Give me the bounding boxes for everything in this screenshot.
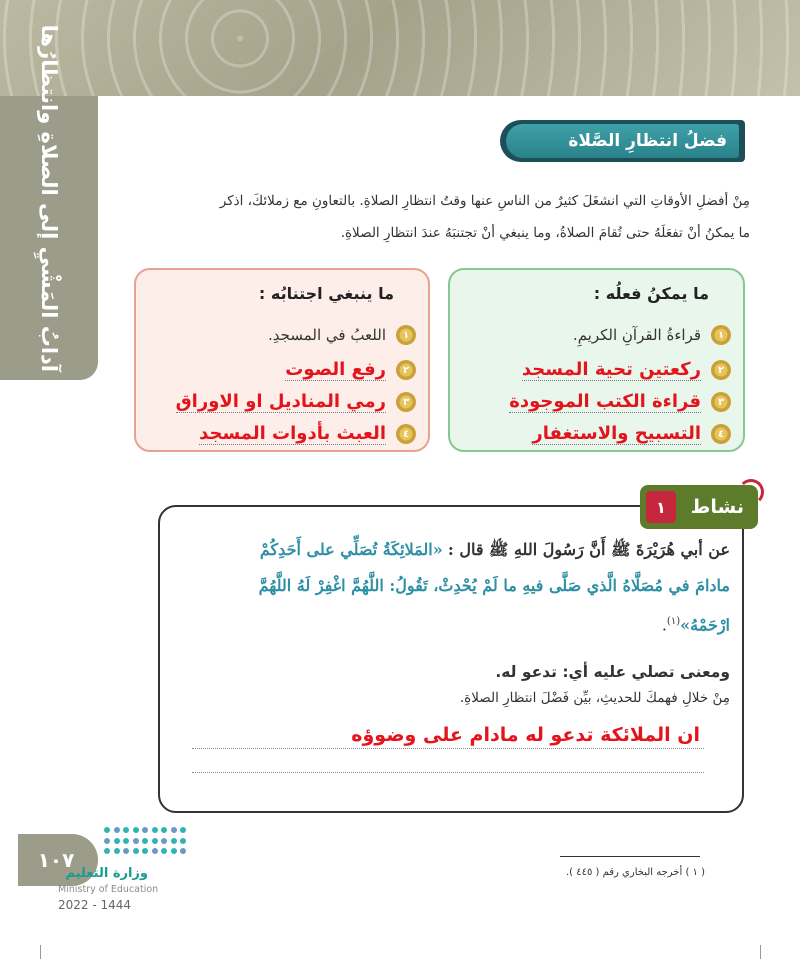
intro-line-1: مِنْ أفضلِ الأوقاتِ التي انشغَلَ كثيرٌ من الناسِ عنها وقتُ انتظارِ الصلاةِ. بالتعاونِ مع زملائكَ، اذكر — [219, 193, 750, 209]
hadith-quote: مادامَ في مُصَلَّاهُ الَّذي صَلَّى فيهِ ما لَمْ يُحْدِثْ، تَقُولُ: اللَّهُمَّ اغْفِرْ لَهُ اللَّهُمَّ — [258, 576, 730, 595]
list-item — [285, 357, 416, 383]
avoid-title: ما ينبغي اجتنابُه : — [258, 284, 394, 303]
intro-paragraph — [100, 185, 750, 249]
footnote: ( ١ ) أخرجه البخاري رقم ( ٤٤٥ ). — [565, 867, 705, 878]
page-number: ١٠٧ — [37, 848, 75, 872]
hadith-line-2 — [185, 568, 730, 604]
activity-label: نشاط — [690, 496, 744, 518]
edition-year: 2022 - 1444 — [58, 898, 132, 912]
hadith-quote: «المَلائِكَةُ تُصَلِّي على أَحَدِكُمْ — [259, 540, 443, 559]
footnote-divider — [560, 856, 700, 857]
hadith-lead: عن أبي هُرَيْرَةَ ﷺ أَنَّ رَسُولَ اللهِ ﷺ قال : — [447, 540, 730, 559]
flower-number-icon: ١ — [711, 325, 731, 345]
handwritten-answer: رفع الصوت — [285, 359, 386, 380]
handwritten-answer: قراءة الكتب الموجودة — [509, 391, 701, 412]
list-item — [199, 421, 416, 447]
section-title: فضلُ انتظارِ الصَّلاة — [568, 131, 727, 151]
flower-number-icon: ٤ — [396, 424, 416, 444]
hadith-quote: ارْحَمْهُ» — [680, 615, 730, 635]
handwritten-answer: ان الملائكة تدعو له مادام على وضوؤه — [351, 724, 700, 746]
ministry-logo-icon — [104, 827, 188, 857]
answer-line — [192, 748, 704, 749]
item-text: اللعبُ في المسجدِ. — [268, 326, 386, 344]
meaning-note: ومعنى تصلي عليه أي: تدعو له. — [495, 663, 730, 681]
list-item — [509, 389, 731, 415]
handwritten-answer: العبث بأدوات المسجد — [199, 423, 386, 444]
activity-tag — [640, 485, 758, 529]
item-text: قراءةُ القرآنِ الكريمِ. — [572, 326, 701, 344]
section-title-tag — [500, 120, 745, 162]
header-pattern — [0, 0, 800, 96]
hadith-line-1 — [185, 532, 730, 568]
list-item — [176, 389, 416, 415]
footnote-ref: (١) — [666, 616, 681, 627]
ministry-name-en: Ministry of Education — [58, 884, 159, 895]
activity-question: مِنْ خلالِ فهمكَ للحديثِ، بيِّن فَضْلَ انتظارِ الصلاةِ. — [459, 690, 730, 706]
ministry-name-ar: وزارة التعليم — [65, 866, 148, 881]
flower-number-icon: ٤ — [711, 424, 731, 444]
crop-mark — [40, 945, 41, 959]
activity-hook-icon — [738, 479, 764, 505]
lesson-title: آدابُ المَشْيِ إلى الصلاةِ وانتظارُها — [37, 24, 61, 372]
answer-line — [192, 772, 704, 773]
flower-number-icon: ٢ — [711, 360, 731, 380]
hadith-text — [185, 532, 730, 643]
activity-number: ١ — [646, 491, 676, 523]
handwritten-answer: التسبيح والاستغفار — [532, 423, 701, 444]
flower-number-icon: ٢ — [396, 360, 416, 380]
header-band — [0, 0, 800, 96]
list-item — [522, 357, 731, 383]
can-do-title: ما يمكنُ فعلُه : — [593, 284, 709, 303]
crop-mark — [760, 945, 761, 959]
handwritten-answer: ركعتين تحية المسجد — [521, 359, 701, 380]
handwritten-answer: رمي المناديل او الاوراق — [175, 391, 386, 412]
list-item — [532, 421, 731, 447]
flower-number-icon: ٣ — [396, 392, 416, 412]
list-item — [573, 322, 731, 348]
can-do-box — [448, 268, 745, 452]
list-item — [268, 322, 416, 348]
intro-line-2: ما يمكنُ أنْ تفعَلَهُ حتى تُقامَ الصلاةُ، وما ينبغي أنْ تجتنبَهُ عندَ انتظارِ الصلاةِ. — [340, 225, 750, 241]
avoid-box — [134, 268, 430, 452]
flower-number-icon: ١ — [396, 325, 416, 345]
hadith-line-3: ارْحَمْهُ»$^{(١)}$. — [661, 615, 730, 635]
flower-number-icon: ٣ — [711, 392, 731, 412]
